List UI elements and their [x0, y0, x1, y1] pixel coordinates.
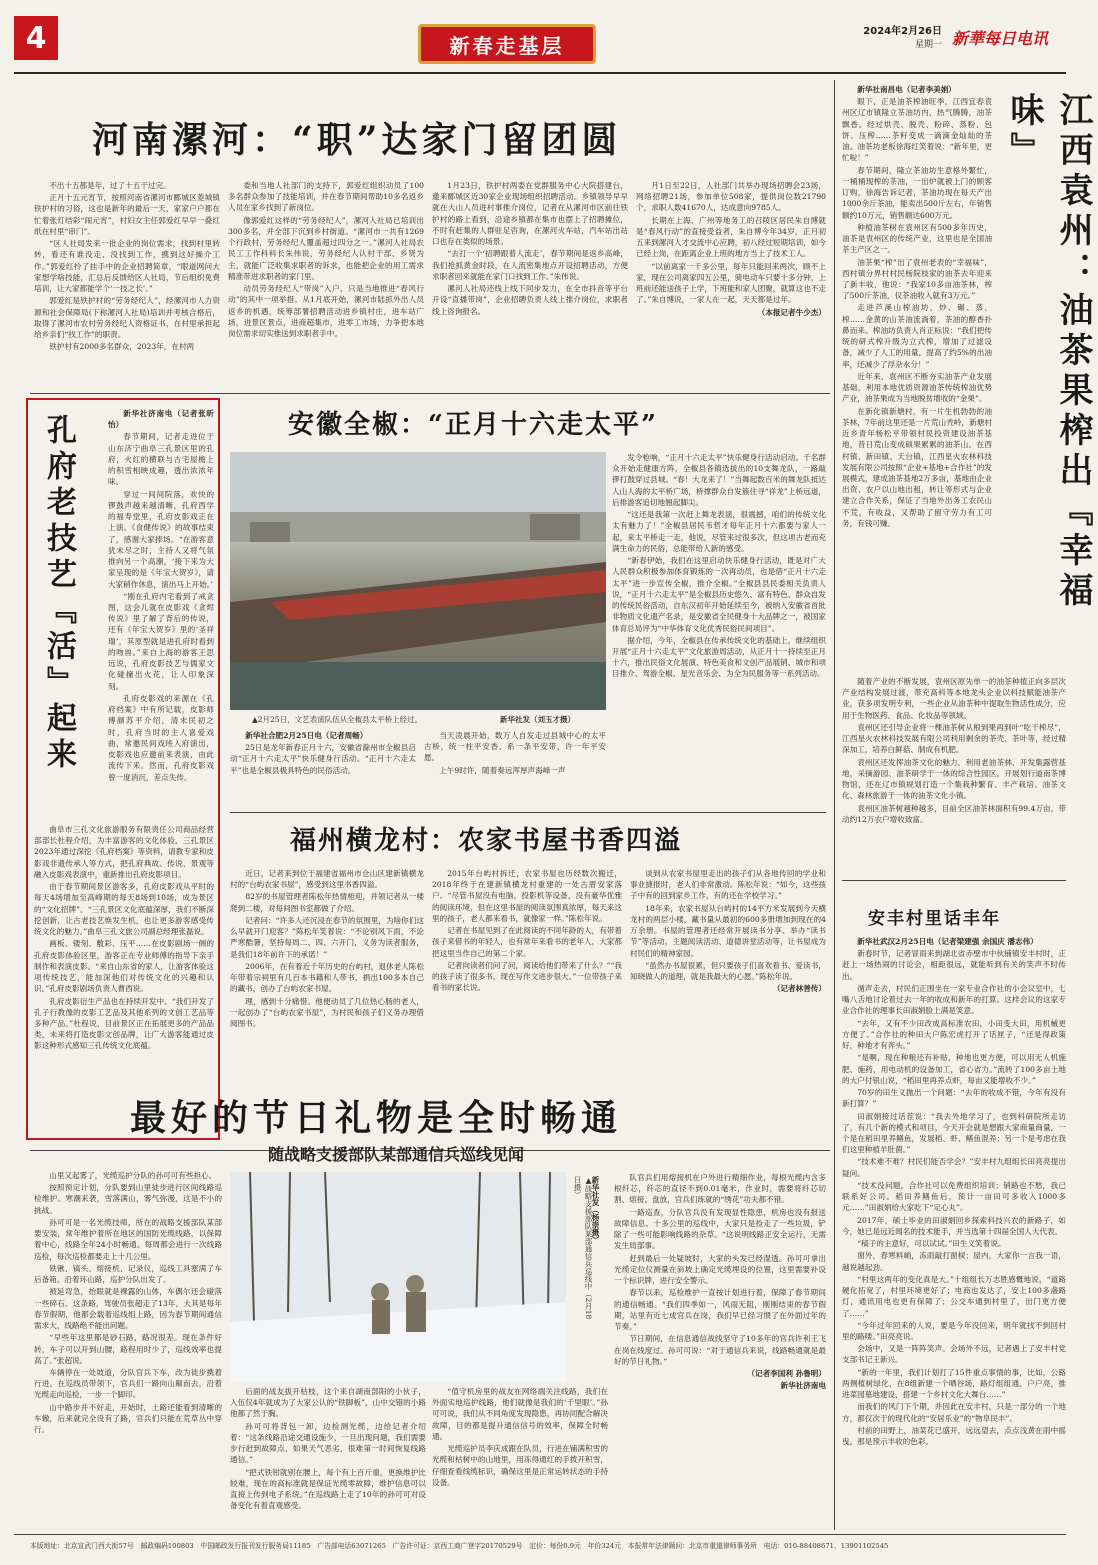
fuzhou-col-1: [230, 868, 424, 1050]
text: 眼下，正是油茶榨油旺季，江西宜春袁州区辽市镇隆立茶油坊内，热气腾腾，油茶飘香。经过烘壳、脱壳、粉碎、蒸粉、包饼、压榨……茶籽变成一滴滴金灿灿的茶油。油茶坊老板徐海红笑着说：“新年里，更忙啦！”: [842, 97, 992, 163]
issue-date: 2024年2月26日: [863, 26, 942, 37]
text: 2006年，在有着近千年历史的台屿村，退休老人陈松年带着宗祠里有几百本书籍和人带书，捐出100多本自己的藏书，创办了台屿农家书屋。: [230, 961, 424, 994]
text: 由于春节期间景区游客多，孔府皮影戏从平时的每天4场增加至高峰期的每天8场到10场，成为景区的“文化招牌”。“三孔景区文化底蕴深厚，我们不断深挖创新，让古老技艺焕发生机，也让更多游客感受传统文化的魅力。”曲阜三孔文旅公司副总经理张磊说。: [34, 882, 214, 937]
text: 孙可可是一名光缆技师，所在的战略支援部队某部要安装，常年维护着所在地区的国防光缆线路，以保障着中心，线路全年24小时畅通。每周都会进行一次线路巡检，每次巡检都要走上十几公里。: [34, 1217, 222, 1261]
text: 不出十五都是年，过了十五干过完。: [49, 181, 171, 190]
text: 郭爱红是铁护村的“劳务经纪人”，经漯河市人力资源和社会保障局(下称漯河人社局)培训并考核合格后，取得了漯河市农村劳务经纪人资格证书，在村里承担起给乡亲们“找工作”的职责。: [34, 296, 220, 340]
snow-forest-image: [230, 1172, 566, 1382]
text: 近日，记者来到位于福建省福州市仓山区建新镇横龙村的“台屿农家书屋”，感受到这里书香四溢。: [230, 869, 424, 890]
headline-kongfu: 孔府老技艺『活』起来: [41, 414, 76, 774]
text: 漯河人社局还线上线下同步发力，在全市抖音等平台开设“直播带岗”，企业招聘负责人线上推介岗位，求职者线上咨询报名。: [432, 284, 628, 316]
text: “是啊，现在种粮还有补贴，种地也更方便，可以用无人机施肥、施药，用电动机的设备加工，省心省力。”流转了100多亩土地的大户付银山说，“稻田里再养点虾，每亩又能增收不少。”: [842, 1053, 1066, 1085]
text: 随着产业的不断发展，袁州区原先单一的油茶种植正向多层次产业结构发展过渡，带充高科等本地龙头企业以科技赋能油茶产业，获多项发明专利，一些企业从油茶种中提取生物活性成分，应用于生物医药、食品、化妆品等领域。: [842, 677, 1066, 720]
text: 月1日至22日，人社部门共举办现场招聘会23场，网络招聘21场，参加单位508家，提供岗位数21790个，求职人数41670人，达成意向9785人。: [636, 181, 826, 213]
text: “值守机房里的战友在网络端关注线路，我们在外面实地巡护线路，他们就像是我们的‘千里眼’。”孙可可说，我们从不同角度发现隐患，再协同配合解决故障，目的都是提升通信信号的效率，保障全时畅通。: [432, 1387, 608, 1441]
fuzhou-col-3: [432, 868, 622, 1050]
headline-jiangxi: 江西袁州：油茶果榨出『幸福味』: [1004, 92, 1093, 612]
henan-col-3: [432, 180, 628, 390]
text: 循声走去，村民们正围坐在一家专业合作社的小会议室中，七嘴八舌地讨论着过去一年的收成和新年的打算。这样会议的这家专业合作社的理事长田淑娟脸上满是笑意。: [842, 983, 1066, 1016]
byline-end: （记者林善传）: [772, 984, 826, 994]
photo-snow-patrol: [230, 1172, 566, 1382]
text: 队官兵们用熔接机在户外进行精细作业，每根光缆内含多根纤芯，纤芯的直径不到0.01毫米，作业时，需要将纤芯切割、熔接、盘放，官兵们练就的“绣花”功夫都不错。: [614, 1173, 826, 1205]
signal-col-3: [432, 1386, 608, 1530]
text: “技术没问题，合作社可以免费组织培训；销路也不愁，我已联系好公司。稻田养鳝鱼后，预计一亩田可多收入1000多元……”田淑娟给大家吃下“定心丸”。: [842, 1180, 1066, 1213]
text: 窗外，春寒料峭，冻雨敲打窗棂；屋内，大家你一言我一语，越说越起劲。: [842, 1251, 1066, 1272]
text: 袁州区油茶树越种越多，目前全区油茶林面积有99.4万亩，带动约12万农户增收致富。: [842, 803, 1066, 824]
text: “今年过年回来的人说，要是今年没回来，明年就找不到回村里的路喽。”田亮亮说。: [842, 1320, 1066, 1341]
text: 村前的田野上，油菜花已盛开，远远望去，点点浅黄在雨中摇曳，那是预示丰收的色彩。: [842, 1425, 1066, 1447]
text: 发令枪响，“正月十六走太平”快乐健身行活动启动。千名群众开始走健康方阵，全椒县各镇选拔出的10支舞龙队，一路敲锣打鼓穿过县城。“春！大龙来了！”当舞起数百米的舞龙队抵达人山人海的太平桥广场，桥撑群众自发簇住寻“祥龙”上桥远道，后排游客追切地翘起脚尖。: [612, 453, 826, 507]
text: 赶到最后一处疑坡时，大家的头发已经湿透。孙可可拿出光缆定位仪测量在斜坡上确定光缆埋设的位置，这里需要补设一个标识牌，进行安全警示。: [614, 1253, 826, 1286]
text: “技术难不难？村民们能否学会？”安丰村九组组长田亮亮提出疑问。: [842, 1157, 1066, 1178]
text: “早些年这里都是砂石路，路况很差。现在条件好转，车子可以开到山腰，路程用时少了，巡线效率也提高了。”张超说。: [34, 1333, 222, 1365]
text: 上午9时许，随着奏远浑厚声海峰一声: [439, 765, 566, 775]
text: 后面的战友拔开枯枝，这个来自湖南部阳的小伙子，入伍仅4年就成为了大家公认的“铁脚板”，山中交错的小路他都了然于胸。: [230, 1387, 426, 1419]
text: 82岁的书屋管理者陈松年热情相迎，并领记者从一楼爬到二楼，对每间图书室都做了介绍。: [230, 892, 424, 913]
signal-col-2: [230, 1386, 426, 1530]
signal-col-4: [614, 1172, 826, 1530]
text: 据介绍，今年，全椒县在传承传统文化的基础上，继续组织开展“正月十六走太平”文化旅游周活动，从正月十一持续至正月十六，推出民俗文化展演、特色美食和文创产品展销、城市和项目推介、驾游全椒、星光音乐会、为全为民服务等一系列活动。: [612, 635, 826, 679]
text: 穿过一间间院落，欢快的锣鼓声越来越清晰，孔府西学的福寿堂里，孔府皮影戏正在上演。《食健传说》的故事结束了，感谢大家捧场。“在游客意犹未尽之时，主持人又将气氛推向另一个高潮，‘接下来为大家呈现的是《年宝大贺岁》，请大家稍作休息，演出马上开始。’: [108, 489, 214, 589]
text: 当天凌晨开始，数万人自发走过县城中心的太平古桥，统一柱平安香、系一条平安带，许一年平安愿。: [424, 731, 606, 763]
text: 一路巡查，分队官兵没有发现显性隐患，机房也没有报送故障信息。十多公里的巡线中，大家只是捡走了一些垃圾，铲除了一些可能影响线路的杂草。“这说明线路正安全运行，无需发生局部事。: [614, 1207, 826, 1251]
byline-end-2: 新华社济南电: [780, 1381, 826, 1391]
text: 谈到从农家书屋里走出的孩子们从各地传回的学业和事业捷报时，老人们非常激动。陈松年说：“如今，这些孩子中有的回到家乡工作，有的还在学校学习。”: [630, 869, 826, 901]
headline-fuzhou: 福州横龙村：农家书屋书香四溢: [290, 826, 683, 856]
text: 会场中，又是一阵阵笑声。会场外不远，记者遇上了安丰村党支部书记王新兴。: [842, 1344, 1066, 1365]
text: “以前离家一千多公里，每年只能回来两次，顾不上家，现在公司离家四五公里，骑电动车只要十多分钟，上班前还能送孩子上学，下班能和家人团聚，就算这也不走了。”朱自博说，一家人在一起，天天都是过年。: [636, 261, 826, 305]
byline: 新华社济南电（记者张昕怡）: [108, 409, 214, 430]
text: 山里又起雾了，光缆巡护分队的孙可可有些担心。: [49, 1171, 217, 1180]
byline: 新华社合肥2月25日电（记者周畅）: [245, 731, 368, 740]
anhui-col-3: [612, 452, 826, 808]
text: 记者问：“许多人还沉浸在春节的氛围里，为啥你们这么早就开门迎客？”陈松年笑着说：“不论别风下雨，不论严寒酷暑，坚持每周二、四、六开门，义务为读者服务，是我们18年前许下的承诺！”: [230, 915, 424, 959]
headline-anhui: 安徽全椒：“正月十六走太平”: [288, 410, 658, 440]
text: 70岁的田生义抛出一个问题：“去年的收成不错，今年有没有新打算？”: [842, 1088, 1066, 1109]
text: “村里这两年的变化真是大。”十组组长万志胜感慨地说，“道路硬化拓宽了，村里环境更好了；电商也发达了，安上100多盏路灯，通讯用电也更有保障了；公交车通到村里了，出门更方便了……”: [842, 1274, 1066, 1318]
paper-logo: 新華每日电讯: [952, 29, 1049, 48]
fuzhou-col-4: [630, 868, 826, 1050]
photo-caption-anhui: ▲2月25日，文艺表演队伍从全椒县太平桥上经过。: [252, 715, 423, 724]
section-banner: [418, 24, 596, 64]
text: 记者在书屋见到了在此阅读的不同年龄的人，有带着孩子来借书的年轻人，也有常年来看书的老年人，大家都把这里当作自己的第二个家。: [432, 926, 622, 958]
divider: [842, 880, 1066, 881]
text: 按照预定计划，分队要到山里徒步进行区间线路巡检维护。寒潮来袭，雪落满山，雾气弥漫，这是不小的挑战。: [34, 1183, 222, 1215]
photo-caption-signal: ▲战略支援部队某部通信兵巡线中（2月18日摄）: [573, 1176, 593, 1320]
date-block: [832, 22, 942, 50]
bridge-crowd-image: [230, 452, 606, 710]
text: “去年，又有不少田改成高标准农田，小田变大田，用机械更方便了。”合作社的种田大户陈宏虎打开了话匣子，“还是得政策好，种地才有奔头。”: [842, 1018, 1066, 1051]
text: 曲阜市三孔文化旅游服务有限责任公司商品经营部部长杜程介绍，为丰富游客的文化体验，三孔景区2023年通过深挖《孔府档案》等资料，请教专家和皮影戏非遗传承人等方式，把孔府典故、传说、景观等融入皮影戏表演中，重新推出孔府皮影项目。: [34, 825, 214, 879]
text: 春节以来，巡检维护一直按计划进行着，保障了春节期间的通信畅通。“我们四季如一，风雨无阻，刚刚结束的春节假期，站里有近七成官兵在岗，我们早已经习惯了在外面过年的节奏。”: [614, 1288, 826, 1332]
text: 新春时节，记者冒雨来到湖北省赤壁市中伙铺镇安丰村时，正赶上一场热闹的讨论会，相距很远，就能听到有关的笑声不时传出。: [842, 949, 1066, 981]
byline: 新华社南昌电（记者李美娟）: [857, 85, 956, 94]
photo-credit-anhui: 新华社发（刘玉才摄）: [500, 715, 575, 724]
text: 春节期间，隆立茶油坊生意格外繁忙，一桶桶现榨的茶油，一出炉就被上门的顾客订购，徐海告诉记者，茶油坊现在每天产出1000余斤茶油，能卖出500斤左右，年销售额约10万元，销售额达600万元。: [842, 165, 992, 220]
text: 长期在上海、广州等地务工的召陵区居民朱自博就是“春风行动”的直接受益者，朱自博今年34岁，正月初五来到漯河人才交流中心应聘，初八经过短期培训，如今已经上岗，在距离企业上班的地方当上了技术工人。: [636, 215, 826, 259]
text: “把式铁钳就别在腰上，每个有上百斤重，更换维护比较难，现在的高标准就是保证光缆零故障，维护信息可以直接上传到电子系统。”在巡线路上走了10年的孙可可对设备变化有着直观感受。: [230, 1467, 426, 1511]
jiangxi-col-bottom: [842, 676, 1066, 876]
anhui-col-1: [230, 730, 416, 810]
divider: [30, 393, 830, 394]
text: “虽然办书屋很累，但只要孩子们喜欢看书、爱读书，知晓做人的道理，就是我最大的心愿。”陈松年说。: [630, 960, 826, 982]
text: 孔府皮影衍生产品也在持续开发中。“我们开发了孔子行教像的皮影工艺品及其他系列的文创工艺品等多种产品。”杜程说，目前景区正在拓展更多的产品品类，未来将打造皮影文创品牌，让广大游客能通过皮影这种形式感知三孔传统文化底蕴。: [34, 996, 214, 1051]
text: 而我们的风门下个期，并因此在安丰村，只是一部分的一个地方，都仅次于的现代化的“安居乐业”的“物阜民丰”。: [842, 1402, 1066, 1423]
text: 近年来，袁州区不断夯实油茶产业发展基础，利用本地优质资源油茶传统榨油优势产业，油茶果成为当地脱贫增收的“金果”。: [842, 371, 992, 404]
footer-imprint: 本版地址：北京宣武门西大街57号 邮政编码100803 中国邮政发行报刊发行服务局11185 广告部电话63071265 广告许可证：京西工商广登字20170529号 定价：每份0.9元 年价324元 本报常年法律顾问：北京市重道律师事务所 电话：010-88408671、13901102545: [30, 1542, 889, 1550]
masthead-rule: [14, 72, 1066, 74]
divider: [230, 812, 826, 813]
photo-credit-signal: 新华社发（杨崇摄）: [591, 1176, 600, 1244]
text: 18年来，农家书屋从台屿村的14平方米发展到今天横龙村的两层小楼，藏书量从最初的600多册增加到现在的4万余册。书屋的管理者还经常开展读书分享、举办“读书节”等活动，主题阅读活动、道德讲堂活动等，让书屋成为村民们的精神家园。: [630, 903, 826, 958]
byline-end: （记者李国利 孙鲁明）: [747, 1368, 826, 1378]
text: 铁锹、镐头、熔接机、记录仪，巡线工具塞满了车后备箱。沿着环山路，巡护分队出发了。: [34, 1263, 222, 1285]
jiangxi-col-top: [842, 84, 992, 674]
text: 委和当地人社部门的支持下，郭爱红组织动员了100多名群众参加了技能培训，并在春节期间帮助10多名返乡人员在家乡找到了新岗位。: [228, 181, 424, 213]
text: “这还是我第一次赶上舞龙表演，很震撼，咱们的传统文化太有魅力了！”全椒县居民韦哲才每年正月十六都要与家人一起，来太平桥走一走，他说，尽管来过很多次，但这项古老而充满生命力的民俗，总能带给人新的感受。: [612, 510, 826, 553]
column-divider: [834, 80, 835, 1530]
text: 被延弯急，抬眼就是裸露的山体，车偶尔还会碰落一些碎石。这条路，驾驶员张超走了13年，大其是每年春节假期，他都会载着巡线组上路，因为春节期间通信需求大，线路绝不能出问题。: [34, 1287, 222, 1331]
headline-anfeng: 安丰村里话丰年: [868, 909, 1001, 929]
text: 孔府皮影戏的来源在《孔府档案》中有所记载，皮影师傅颜苏平介绍，清末民初之时，孔府当时的主人喜爱戏曲，常邀民间戏班入府演出，皮影戏也应邀前来表演，由此流传下来。然而，孔府皮影戏曾一度消沉，差点失传。: [108, 693, 214, 782]
text: 节日期间，在信息通信战线坚守了10多年的官兵许利王飞在岗在线度过。孙可可说：“对于通信兵来说，线路畅通就是最好的节日礼物。”: [614, 1334, 826, 1366]
text: “刚在孔府内宅看到了戒贪图，这会儿就在皮影戏《贪烬传说》里了解了背后的传说，还有《年宝大贺岁》里的‘圣祥瑞’，其原型就是进孔府时看到的吻兽。”来自上海的游客王思远说，孔府皮影技艺与儒家文化碰撞出火花，让人印象深刻。: [108, 591, 214, 691]
signal-col-1: [34, 1170, 222, 1530]
text: 种植油茶树在袁州区有500多年历史，油茶是袁州区的传统产业，这里也是全国油茶主产区之一。: [842, 222, 992, 255]
text: 画板、镂刻、敷彩、压平……在皮影剧场一侧的孔府皮影体验区里，游客正在专业师傅的指导下亲手制作和表演皮影。“来自山东省的家人，让游客体验这项传统技艺，能加深他们对传统文化的兴趣和认识。”孔府皮影剧场负责人曹西说。: [34, 939, 214, 994]
henan-col-4: [636, 180, 826, 390]
text: 袁州区还引导企业将一棵油茶树从根到果再到叶“吃干榨尽”，江西星火农林科技发展有限公司利用剩余的茶壳、茶叶等，经过精深加工，培养白鲜菇、制成有机肥。: [842, 722, 1066, 755]
text: “新春伊始，我们在这里启动快乐健身行活动，既是对广大人民群众积极参加体育锻炼的一次再动员，也是借“正月十六走太平”进一步宣传全椒，推介全椒。”全椒县县民委相关负责人说，“正月十六走太平”是全椒县历史悠久、富有特色、群众自发的传统民俗活动，自东汉初年开始延续至今，被纳入安徽省首批非物质文化遗产名录，是安徽省全民健身十大品牌之一，被国家体育总局评为“中华体育文化优秀民俗民间项目”。: [612, 556, 826, 633]
text: 山中路步并不好走，开始时，土路还能看到清晰的车辙，后来就完全没有了路，官兵们只能在荒草丛中穿行。: [34, 1402, 222, 1435]
henan-col-2: [228, 180, 424, 390]
text: 动员劳务经纪人“带岗”入户，只是当地推进“春风行动”的其中一项举措。从1月底开始，漯河市陆抓外出人员返乡的机遇，统筹部署招聘活动进乡镇村庄，进车站广场，进景区景点，进商超集市，进零工市场，力争把本地岗位需求切实推送到求职者手中。: [228, 284, 424, 339]
byline: 新华社武汉2月25日电（记者梁建强 余国庆 潘志伟）: [857, 937, 1038, 946]
text: 2017年，硕士毕业的田淑娟回乡探索科技兴农的新路子，如今，她已是远近闻名的技术能手，并当选第十四届全国人大代表。: [842, 1215, 1066, 1236]
kongfu-col-bottom: [34, 824, 214, 1134]
text: 像郭爱红这样的“劳务经纪人”，漯河人社局已培训出300多名，并全部下沉到乡村街道。“漯河市一共有1269个行政村，劳务经纪人覆盖超过四分之一。”漯河人社局农民工工作科科长朱伟说，劳务经纪人认村干部、乡贤为主，就能广泛收集求职者的诉求，也能把企业的用工需求精准带进求职者的家门里。: [228, 215, 424, 281]
footer-rule: [14, 1534, 1066, 1535]
text: 25日是龙年新春正月十六，安徽省滁州市全椒县启动“正月十六走太平”快乐健身行活动。“正月十六走太平”也是全椒县极具特色的民俗活动。: [230, 743, 416, 775]
anhui-col-2: [424, 730, 606, 810]
text: 在新化镇新塘村，有一片生机勃勃的油茶林，7年前这里还是一片荒山秃岭，新塘村近乡青年杨松平带领村民投资建设油茶基地，昔日荒山变成硕果累累的油茶山。在西村镇、新田镇、天台镇，江西星火农林科技发展有限公司按照“企业+基地+合作社”的发展模式，建成油茶基地2万多亩，基地由企业出资、农户以山地出租，转让等形式与企业建立合作关系，保证了当地外出务工农民山不荒，有收益，又帮助了留守劳力有工可务，有钱可赚。: [842, 406, 992, 528]
article-kongfu: [26, 398, 220, 1140]
text: “区人社局发来一批企业的岗位需求，找到村里转转，看还有谁没走、没找到工作，携到这好操介工作。”郭爱红拎了挂手中的企业招聘简章，“眼道网问大家想学啥技能，汇总后反馈给区人社局，节后组织免费培训，让大家都能学个‘一技之长’。”: [34, 239, 220, 294]
text: 记者向读者们问了问，阅读给他们带来了什么？”“我的孩子读了很多书，现在写作文进步很大。”一位带孩子来看书的家长说。: [432, 960, 623, 993]
text: 光缆巡护员李庆成跟在队员，行进在铺满积雪的光缆和枯树中的山地里，用冻得通红的手拨开积雪，仔细查看线缆标识，确保这里是正常运转状态的手持设备。: [432, 1444, 608, 1487]
page-number: 4: [25, 20, 47, 56]
text: “稿子的主意好，可以试试。”田生义笑着说。: [857, 1239, 1006, 1249]
photo-credit-signal-wrap: [590, 1176, 601, 1326]
text: 2015年台屿村拆迁，农家书屋也历经数次搬迁，2018年终于在建新镇横龙村重建的一处古厝安家落户。“尽管书屋没有电脑，投影机等设备，没有豪华优雅的阅读环境，但在这里书屋的阅读氛围真浓厚，每天来这里的孩子，老人都来看书，就像家一样。”陈松年说。: [432, 869, 622, 923]
issue-weekday: 星期一: [914, 40, 942, 50]
text: 铁护村有2000多名群众，2023年，在村两: [49, 342, 195, 352]
page-number-badge: [14, 16, 58, 60]
text: 理，感到十分痛惜。他便动员了几位热心肠的老人，一起创办了“台屿农家书屋”，为村民和孩子们义务办理借阅图书。: [230, 996, 424, 1029]
text: “去打一个‘招聘跟着人流走’，春节期间是返乡高峰，我们抢抓黄金时段，在人流密集地点开设招聘活动，方便求职者回来就能在家门口找到工作。”朱伟说。: [432, 249, 628, 281]
subheadline-signal: 随战略支援部队某部通信兵巡线见闻: [268, 1145, 525, 1164]
text: 车辆停在一处坡道，分队官兵下车，改为徒步携着行进。在巡线员带领下，官兵们一路向山巅而去，沿着光缆走向巡检，一步一个脚印。: [34, 1367, 222, 1400]
text: 袁州区还发挥油茶文化的魅力，利用老油茶林，开发集露营基地，采摘游园、油茶研学于一体的综合性园区，开展划行道南茶博物馆，还在辽市镇规划打造一个集栽种繁育、丰产栽培、油茶文化、森林旅游于一体的油茶文化小镇。: [842, 757, 1066, 801]
byline-end: （本报记者牛少杰）: [757, 307, 826, 317]
headline-signal: 最好的节日礼物是全时畅通: [130, 1097, 623, 1139]
text: 走进芦溪山榨油坊，炒、碾、蒸、榨……金黄的山茶油流淌着，茶油的醇香扑鼻而来。榨油坊负责人肖正标说：“我们把传统的研式榨升级为立式榨，增加了过滤设备，减少了人工的用量，提高了约5%的出油率，还减少了浮杂水分！”: [842, 303, 992, 369]
text: 油茶果“榨”出了袁州老表的“幸福味”，西村镇分界村村民杨院枝家的油茶去年迎来了新丰收，他说：“我家10多亩油茶林，榨了500斤茶油，仅茶油收入就有3万元。”: [842, 257, 992, 301]
text: 春节期间，记者走进位于山东济宁曲阜三孔景区里的孔府，火红的横联与古宅屋檐上的积雪相映成趣，透出浓浓年味。: [108, 432, 214, 487]
henan-col-1: [34, 180, 220, 390]
text: 田淑娟接过话茬说：“我去外地学习了，也到科研院所走访了，有几个新的模式和项目，今天开会就是想跟大家商量商量，一个是在稻田里养鳝鱼，发展稻、虾、鳝鱼混养；另一个是考虑在我们这里种植羊肚菌。”: [842, 1111, 1066, 1155]
text: “新的一年里，我们计划打了15件重点事情的事，比如，公路两侧植树绿化，在8组新建一个晒谷场，路灯组组通、户户亮，推进菜园墓地建设，搭建一个乡村文化大舞台……”: [842, 1367, 1066, 1400]
photo-taiping-bridge: [230, 452, 606, 710]
headline-henan: 河南漯河：“职”达家门留团圆: [92, 119, 622, 161]
kongfu-col-top: [108, 408, 214, 820]
text: 孙可可将背包一卸，边检测光缆，边给记者介绍着：“这条线路沿途交通设施少，一旦出现问题，我们需要步行赶到故障点，如果天气恶劣，很难第一时间恢复线路通信。”: [230, 1421, 426, 1465]
section-title: 新春走基层: [449, 33, 565, 58]
anfeng-col: [842, 936, 1066, 1530]
text: 1月23日，铁护村两委在党群服务中心大院搭建台，邀来郾城区近30家企业现场组织招聘活动。乡镇领导早早就在大山人员进村事推介岗位，记者在从漯河市区前往铁护村的路上看到，沿途乡镇都在集市也摆上了招聘摊位，不时有赶集的人群驻足咨询，在漯河火车站，汽车站出站口也存在类似的场景。: [432, 181, 628, 247]
text: 正月十五元宵节，按照河南省漯河市郾城区菱城镇铁护村的习俗，这也是新年的最后一天，家家户户都在忙着张灯结彩“闹元宵”，村妇女主任郭爱红早早一叠红纸在村里“串门”。: [34, 193, 220, 236]
